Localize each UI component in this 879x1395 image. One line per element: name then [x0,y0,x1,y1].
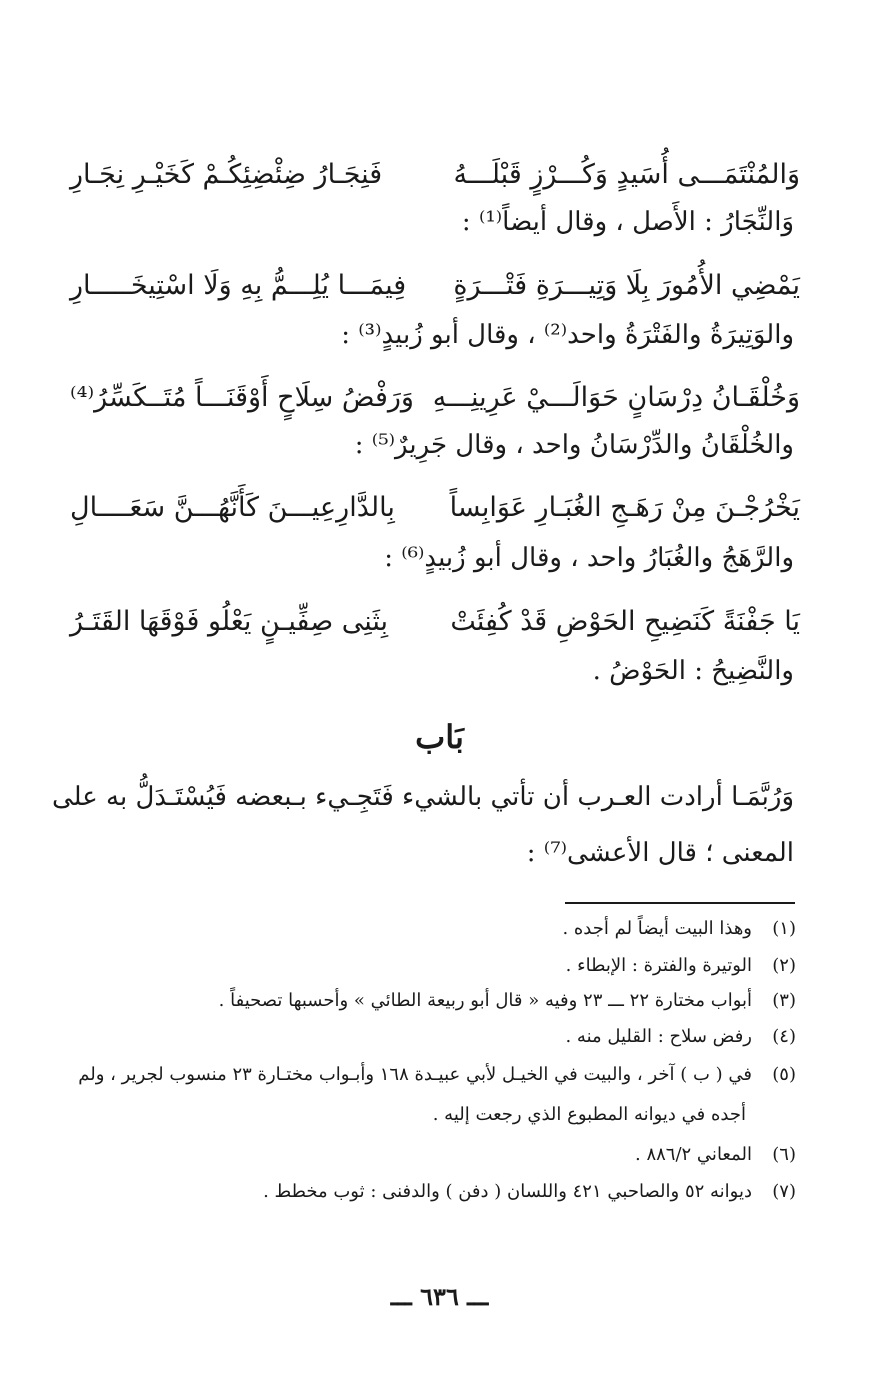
gloss-1: وَالنِّجَارُ : الأَصل ، وقال أيضاً⁽¹⁾ : [461,207,794,237]
gloss-4: والرَّهَجُ والغُبَارُ واحد ، وقال أبو زُبيدٍ⁽⁶⁾ : [384,543,794,573]
verse-1-first-hemistich: وَالمُنْتَمَـــى أُسَيدٍ وَكُـــرْزٍ قَبْلَـــهُ [453,158,800,190]
verse-1-second-hemistich: فَنِجَـارُ ضِئْضِئِكُـمْ كَخَيْـرِ نِجَـارِ [70,158,383,190]
footnote-text: ديوانه ٥٢ والصاحبي ٤٢١ واللسان ( دفن ) والدفنى : ثوب مخطط . [263,1181,752,1202]
verse-4-second-hemistich: بِالدَّارِعِيـــنَ كَأَنَّهُـــنَّ سَعَــــالِ [70,491,395,523]
footnote-number: (١) [772,918,796,939]
gloss-2: والوَتِيرَةُ والفَتْرَةُ واحد⁽²⁾ ، وقال أبو زُبيدٍ⁽³⁾ : [341,320,794,350]
footnote-text: وهذا البيت أيضاً لم أجده . [562,918,752,939]
footnote-text: الوتيرة والفترة : الإبطاء . [565,955,752,976]
footnote-6 [50,1144,796,1165]
footnote-text: رفض سلاح : القليل منه . [565,1026,752,1047]
verse-3 [70,374,800,420]
verse-2-first-hemistich: يَمْضِي الأُمُورَ بِلَا وَتِيـــرَةِ فَتْـــرَةٍ [453,269,800,301]
footnote-3 [50,990,796,1011]
page-number: ـــ ٦٣٦ ـــ [390,1282,489,1311]
verse-2 [70,262,800,308]
footnote-4 [50,1026,796,1047]
verse-5-first-hemistich: يَا جَفْنَةً كَنَضِيحِ الحَوْضِ قَدْ كُفِئَتْ [450,605,800,637]
footnote-text: المعاني ٨٨٦/٢ . [635,1144,752,1165]
verse-2-second-hemistich: فِيمَـــا يُلِـــمُّ بِهِ وَلَا اسْتِيخَـــــارِ [70,269,407,301]
paragraph-line-1: وَرُبَّمَـا أرادت العـرب أن تأتي بالشيء فَتَجِـيء بـبعضه فَيُسْتَـدَلُّ به على [51,782,794,812]
paragraph-line-2: المعنى ؛ قال الأعشى⁽⁷⁾ : [526,838,794,868]
footnote-7 [50,1181,796,1202]
footnote-number: (٧) [772,1181,796,1202]
verse-5 [70,598,800,644]
footnote-number: (٤) [772,1026,796,1047]
footnote-separator [565,902,795,904]
section-heading: بَاب [415,718,464,756]
footnote-2 [50,955,796,976]
footnote-1 [50,918,796,939]
footnote-number: (٣) [772,990,796,1011]
verse-3-first-hemistich: وَخُلْقَـانُ دِرْسَانٍ حَوَالَـــيْ عَرِينِـــهِ [432,381,800,413]
verse-3-second-hemistich: وَرَفْضُ سِلَاحٍ أَوْقَنَـــاً مُتَــكَسِّرُ⁽⁴⁾ [70,381,414,413]
footnote-number: (٦) [772,1144,796,1165]
verse-4-first-hemistich: يَخْرُجْـنَ مِنْ رَهَـجِ الغُبَـارِ عَوَابِساً [449,491,800,523]
gloss-3: والخُلْقَانُ والدِّرْسَانُ واحد ، وقال جَرِيرٌ⁽⁵⁾ : [354,430,794,460]
gloss-5: والنَّضِيحُ : الحَوْضُ . [592,656,794,686]
verse-5-second-hemistich: بِثَنِى صِفِّيـنٍ يَعْلُو فَوْقَهَا القَتَـرُ [70,605,389,637]
footnote-number: (٥) [772,1064,796,1085]
footnote-number: (٢) [772,955,796,976]
footnote-5-continuation: أجده في ديوانه المطبوع الذي رجعت إليه . [432,1104,746,1125]
verse-1 [70,151,800,197]
verse-4 [70,484,800,530]
footnote-text: في ( ب ) آخر ، والبيت في الخيـل لأبي عبيـدة ١٦٨ وأبـواب مختـارة ٢٣ منسوب لجرير ، ولم [78,1064,752,1085]
footnote-text: أبواب مختارة ٢٢ ـــ ٢٣ وفيه « قال أبو ربيعة الطائي » وأحسبها تصحيفاً . [218,990,752,1011]
footnote-5 [50,1064,796,1085]
